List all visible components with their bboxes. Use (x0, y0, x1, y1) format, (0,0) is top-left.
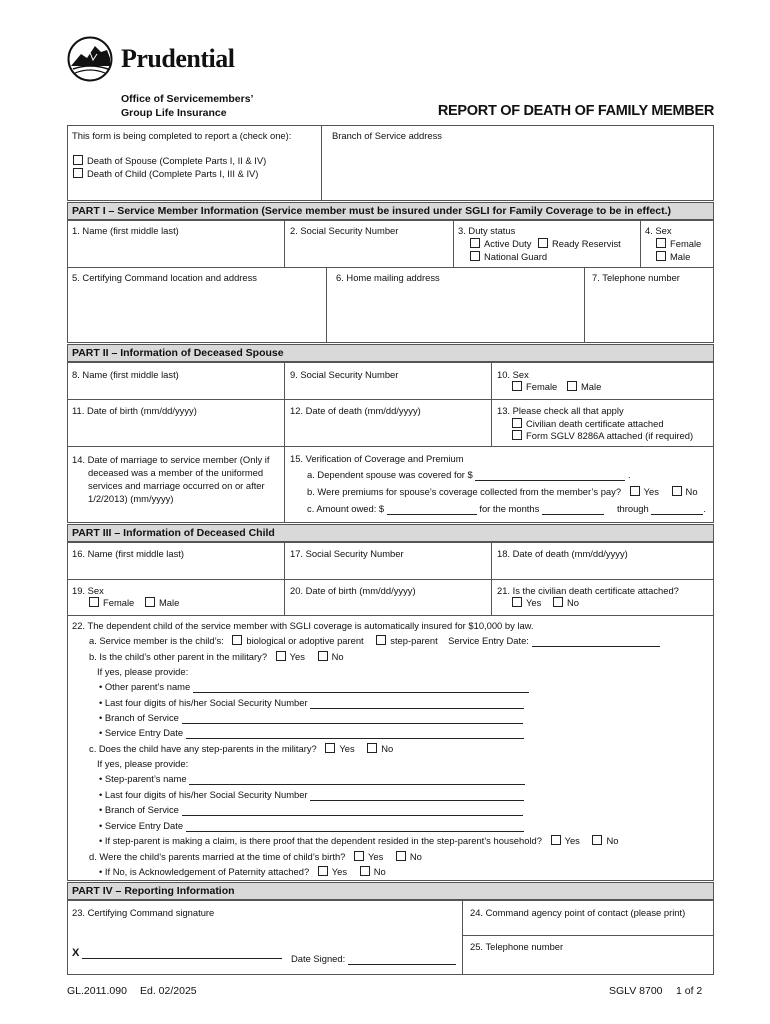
office-line-2: Group Life Insurance (121, 107, 227, 119)
form-title: REPORT OF DEATH OF FAMILY MEMBER (437, 103, 714, 119)
member-female-option[interactable]: Female (656, 238, 701, 250)
f4-sex-label: 4. Sex (645, 225, 672, 236)
q22d-no-checkbox[interactable] (396, 851, 406, 861)
date-signed-field[interactable] (348, 954, 456, 965)
f15c-amount-owed: c. Amount owed: $ for the months through . (307, 503, 706, 514)
signature-field[interactable] (82, 948, 282, 959)
f13-check-all-label: 13. Please check all that apply (497, 405, 624, 416)
other-parent-sed-field[interactable] (186, 728, 524, 739)
f10-spouse-sex-label: 10. Sex (497, 369, 529, 380)
q22c-no-checkbox[interactable] (367, 743, 377, 753)
f2-ssn-label: 2. Social Security Number (290, 225, 399, 236)
member-male-checkbox[interactable] (656, 251, 666, 261)
member-female-checkbox[interactable] (656, 238, 666, 248)
months-from-field[interactable] (542, 504, 604, 515)
f22-auto-insured-text: 22. The dependent child of the service member with SGLI coverage is automatically insured for $10,000 by law. (72, 620, 534, 631)
part3-header: PART III – Information of Deceased Child (67, 524, 714, 542)
step-parent-name-row: • Step-parent’s name (99, 773, 525, 785)
f7-telephone-label: 7. Telephone number (592, 272, 680, 283)
national-guard-checkbox[interactable] (470, 251, 480, 261)
duty-guard-option[interactable]: National Guard (470, 251, 547, 263)
premiums-no-checkbox[interactable] (672, 486, 682, 496)
step-parent-sed-field[interactable] (186, 821, 524, 832)
step-parent-branch-row: • Branch of Service (99, 804, 523, 816)
f11-spouse-dob-label: 11. Date of birth (mm/dd/yyyy) (72, 405, 197, 416)
q22b-no-checkbox[interactable] (318, 651, 328, 661)
step-parent-ssn-field[interactable] (310, 790, 524, 801)
death-of-spouse-checkbox[interactable] (73, 155, 83, 165)
death-of-child-option[interactable]: Death of Child (Complete Parts I, III & IV) (73, 168, 258, 180)
covered-amount-field[interactable] (475, 470, 625, 481)
q22b-if-yes: If yes, please provide: (97, 666, 189, 677)
death-cert-checkbox[interactable] (512, 418, 522, 428)
f24-poc-label: 24. Command agency point of contact (please print) (470, 907, 686, 918)
f21-child-cert-label: 21. Is the civilian death certificate attached? (497, 585, 679, 596)
f8-spouse-name-label: 8. Name (first middle last) (72, 369, 179, 380)
amount-owed-field[interactable] (387, 504, 477, 515)
months-through-field[interactable] (651, 504, 703, 515)
child-male-checkbox[interactable] (145, 597, 155, 607)
other-parent-ssn-row: • Last four digits of his/her Social Security Number (99, 697, 524, 709)
check-one-prompt: This form is being completed to report a (check one): (72, 130, 292, 141)
member-male-option[interactable]: Male (656, 251, 690, 263)
q22a-relationship: a. Service member is the child’s: biological or adoptive parent step-parent Service Entry Date: (89, 635, 660, 647)
part4-header: PART IV – Reporting Information (67, 882, 714, 900)
step-parent-name-field[interactable] (189, 774, 525, 785)
signature-x-mark: X (72, 947, 80, 959)
child-male-option[interactable]: Male (145, 597, 179, 609)
death-of-child-checkbox[interactable] (73, 168, 83, 178)
part1-header: PART I – Service Member Information (Service member must be insured under SGLI for Family Coverage to be in effect.) (67, 202, 714, 220)
form-code: GL.2011.090 (67, 985, 127, 997)
other-parent-sed-row: • Service Entry Date (99, 727, 524, 739)
f15-verification-label: 15. Verification of Coverage and Premium (290, 453, 464, 464)
f15b-premiums-collected: b. Were premiums for spouse’s coverage collected from the member’s pay? Yes No (307, 486, 698, 497)
f19-child-sex-label: 19. Sex (72, 585, 104, 596)
paternity-yes-checkbox[interactable] (318, 866, 328, 876)
f16-child-name-label: 16. Name (first middle last) (72, 548, 185, 559)
f15a-covered-for: a. Dependent spouse was covered for $ . (307, 469, 631, 480)
f20-child-dob-label: 20. Date of birth (mm/dd/yyyy) (290, 585, 416, 596)
f5-command-address-label: 5. Certifying Command location and address (72, 272, 257, 283)
q22c-yes-checkbox[interactable] (325, 743, 335, 753)
step-parent-claim-row: • If step-parent is making a claim, is there proof that the dependent resided in the step-parent’s household? Yes No (99, 835, 619, 846)
form-number: SGLV 8700 (609, 985, 663, 997)
biological-parent-checkbox[interactable] (232, 635, 242, 645)
step-parent-branch-field[interactable] (182, 805, 523, 816)
f9-spouse-ssn-label: 9. Social Security Number (290, 369, 399, 380)
ready-reservist-checkbox[interactable] (538, 238, 548, 248)
cert-no-checkbox[interactable] (553, 597, 563, 607)
cert-yes-option[interactable]: Yes (512, 597, 541, 609)
f17-child-ssn-label: 17. Social Security Number (290, 548, 404, 559)
q22c-if-yes: If yes, please provide: (97, 758, 189, 769)
spouse-male-option[interactable]: Male (567, 381, 601, 393)
form-8286a-checkbox[interactable] (512, 430, 522, 440)
office-line-1: Office of Servicemembers’ (121, 93, 254, 105)
q22b-other-parent-military: b. Is the child’s other parent in the military? Yes No (89, 651, 344, 662)
office-name (121, 92, 253, 120)
step-parent-sed-row: • Service Entry Date (99, 820, 524, 832)
f12-spouse-dod-label: 12. Date of death (mm/dd/yyyy) (290, 405, 421, 416)
child-female-option[interactable]: Female (89, 597, 134, 609)
premiums-yes-checkbox[interactable] (630, 486, 640, 496)
f14-marriage-date-label: 14. Date of marriage to service member (Only if deceased was a member of the uniformed services and marriage occurred on or after 1/2/2013) (mm/yyyy) (72, 454, 270, 504)
q22d-yes-checkbox[interactable] (354, 851, 364, 861)
q22b-yes-checkbox[interactable] (276, 651, 286, 661)
spouse-female-checkbox[interactable] (512, 381, 522, 391)
cert-yes-checkbox[interactable] (512, 597, 522, 607)
other-parent-branch-row: • Branch of Service (99, 712, 523, 724)
paternity-no-checkbox[interactable] (360, 866, 370, 876)
child-female-checkbox[interactable] (89, 597, 99, 607)
f3-duty-status-label: 3. Duty status (458, 225, 516, 236)
q22d-parents-married: d. Were the child’s parents married at the time of child’s birth? Yes No (89, 851, 422, 862)
prudential-rock-logo-icon (67, 36, 113, 82)
q22c-step-parents-military: c. Does the child have any step-parents in the military? Yes No (89, 743, 394, 754)
f1-name-label: 1. Name (first middle last) (72, 225, 179, 236)
other-parent-name-field[interactable] (193, 682, 529, 693)
form-8286a-option[interactable]: Form SGLV 8286A attached (if required) (512, 430, 693, 442)
branch-of-service-address-label: Branch of Service address (332, 130, 442, 141)
f23-signature-label: 23. Certifying Command signature (72, 907, 215, 918)
f25-telephone-label: 25. Telephone number (470, 941, 564, 952)
q22a-entry-date-field[interactable] (532, 636, 660, 647)
part2-header: PART II – Information of Deceased Spouse (67, 344, 714, 362)
step-parent-ssn-row: • Last four digits of his/her Social Security Number (99, 789, 524, 801)
other-parent-name-row: • Other parent’s name (99, 681, 529, 693)
death-cert-option[interactable]: Civilian death certificate attached (512, 418, 664, 430)
other-parent-branch-field[interactable] (182, 713, 523, 724)
brand-name: Prudential (121, 44, 235, 73)
date-signed-row: Date Signed: (291, 953, 456, 965)
duty-active-option[interactable]: Active Duty (470, 238, 531, 250)
spouse-male-checkbox[interactable] (567, 381, 577, 391)
form-edition: Ed. 02/2025 (140, 985, 197, 997)
step-claim-yes-checkbox[interactable] (551, 835, 561, 845)
active-duty-checkbox[interactable] (470, 238, 480, 248)
cert-no-option[interactable]: No (553, 597, 579, 609)
spouse-female-option[interactable]: Female (512, 381, 557, 393)
step-parent-checkbox[interactable] (376, 635, 386, 645)
duty-ready-option[interactable]: Ready Reservist (538, 238, 621, 250)
q22d-paternity-row: • If No, is Acknowledgement of Paternity attached? Yes No (99, 866, 386, 877)
page-number: 1 of 2 (676, 985, 703, 997)
death-of-spouse-option[interactable]: Death of Spouse (Complete Parts I, II & IV) (73, 155, 266, 167)
f18-child-dod-label: 18. Date of death (mm/dd/yyyy) (497, 548, 628, 559)
other-parent-ssn-field[interactable] (310, 698, 524, 709)
f6-home-address-label: 6. Home mailing address (336, 272, 440, 283)
step-claim-no-checkbox[interactable] (592, 835, 602, 845)
